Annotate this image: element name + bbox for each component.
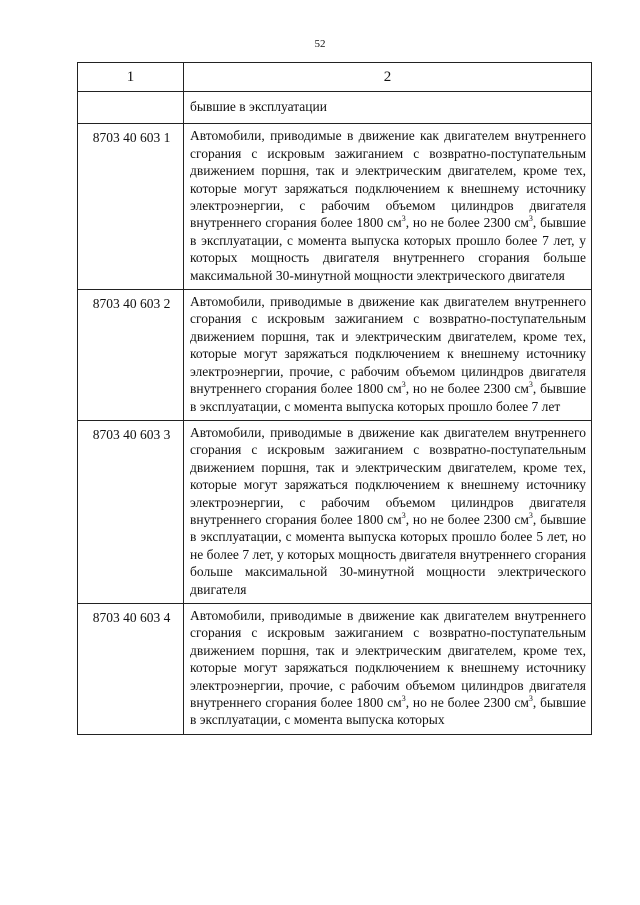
- tnved-code-cell: 8703 40 603 1: [78, 124, 184, 290]
- description-text: Автомобили, приводимые в движение как двигателем внутреннего сгорания с искровым зажиганием с возвратно-поступательным движением поршня, так и электрическим двигателем, кроме тех, которые могут заряжаться подключением к внешнему источнику электроэнергии, с рабочим объемом цилиндров двигателя внутреннего сгорания более 1800 см: [190, 128, 586, 231]
- superscript: 3: [528, 694, 533, 703]
- column-header-code: 1: [78, 63, 184, 92]
- description-cell: [184, 124, 592, 290]
- continuation-row: [78, 92, 592, 124]
- superscript: 3: [528, 380, 533, 390]
- superscript: 3: [401, 214, 406, 224]
- page-number: 52: [314, 38, 326, 50]
- description-text: , но не более 2300 см: [405, 381, 529, 397]
- table-row: [78, 420, 592, 603]
- description-text: , бывшие в эксплуатации, с момента выпуска которых прошло более 7 лет, у которых мощность двигателя внутреннего сгорания больше максимальной 30-минутной мощности электрического двигателя: [190, 215, 586, 283]
- superscript: 3: [528, 510, 533, 520]
- superscript: 3: [401, 694, 406, 703]
- description-text: Автомобили, приводимые в движение как двигателем внутреннего сгорания с искровым зажиганием с возвратно-поступательным движением поршня, так и электрическим двигателем, кроме тех, которые могут заряжаться подключением к внешнему источнику электроэнергии, прочие, с рабочим объемом цилиндров двигателя внутреннего сгорания более 1800 см: [190, 294, 586, 397]
- description-cell: [184, 603, 592, 734]
- superscript: 3: [401, 380, 406, 390]
- description-cell: бывшие в эксплуатации: [184, 92, 592, 124]
- tnved-code-cell: 8703 40 603 4: [78, 603, 184, 734]
- table-row: [78, 603, 592, 734]
- description-cell: [184, 420, 592, 603]
- description-text: , бывшие в эксплуатации, с момента выпуска которых прошло более 7 лет: [190, 381, 586, 414]
- tnved-code-cell: 8703 40 603 3: [78, 420, 184, 603]
- description-text: Автомобили, приводимые в движение как двигателем внутреннего сгорания с искровым зажиганием с возвратно-поступательным движением поршня, так и электрическим двигателем, кроме тех, которые могут заряжаться подключением к внешнему источнику электроэнергии, прочие, с рабочим объемом цилиндров двигателя внутреннего сгорания более 1800 см: [190, 607, 586, 710]
- column-header-description: 2: [184, 63, 592, 92]
- description-text: , бывшие в эксплуатации, с момента выпуска которых прошло более 5 лет, но не более 7 лет, у которых мощность двигателя внутреннего сгорания больше максимальной 30-минутной мощности электрического двигателя: [190, 511, 586, 597]
- description-cell: [184, 290, 592, 421]
- table-row: [78, 124, 592, 290]
- header-row: [78, 63, 592, 92]
- superscript: 3: [528, 214, 533, 224]
- tariff-table: [77, 62, 592, 735]
- superscript: 3: [401, 510, 406, 520]
- description-text: , бывшие в эксплуатации, с момента выпуска которых: [190, 695, 586, 728]
- table-row: [78, 290, 592, 421]
- description-text: Автомобили, приводимые в движение как двигателем внутреннего сгорания с искровым зажиганием с возвратно-поступательным движением поршня, так и электрическим двигателем, кроме тех, которые могут заряжаться подключением к внешнему источнику электроэнергии, с рабочим объемом цилиндров двигателя внутреннего сгорания более 1800 см: [190, 424, 586, 527]
- description-text: , но не более 2300 см: [405, 695, 529, 710]
- tnved-code-cell: [78, 92, 184, 124]
- tnved-code-cell: 8703 40 603 2: [78, 290, 184, 421]
- description-text: , но не более 2300 см: [405, 511, 529, 527]
- description-text: , но не более 2300 см: [405, 215, 529, 231]
